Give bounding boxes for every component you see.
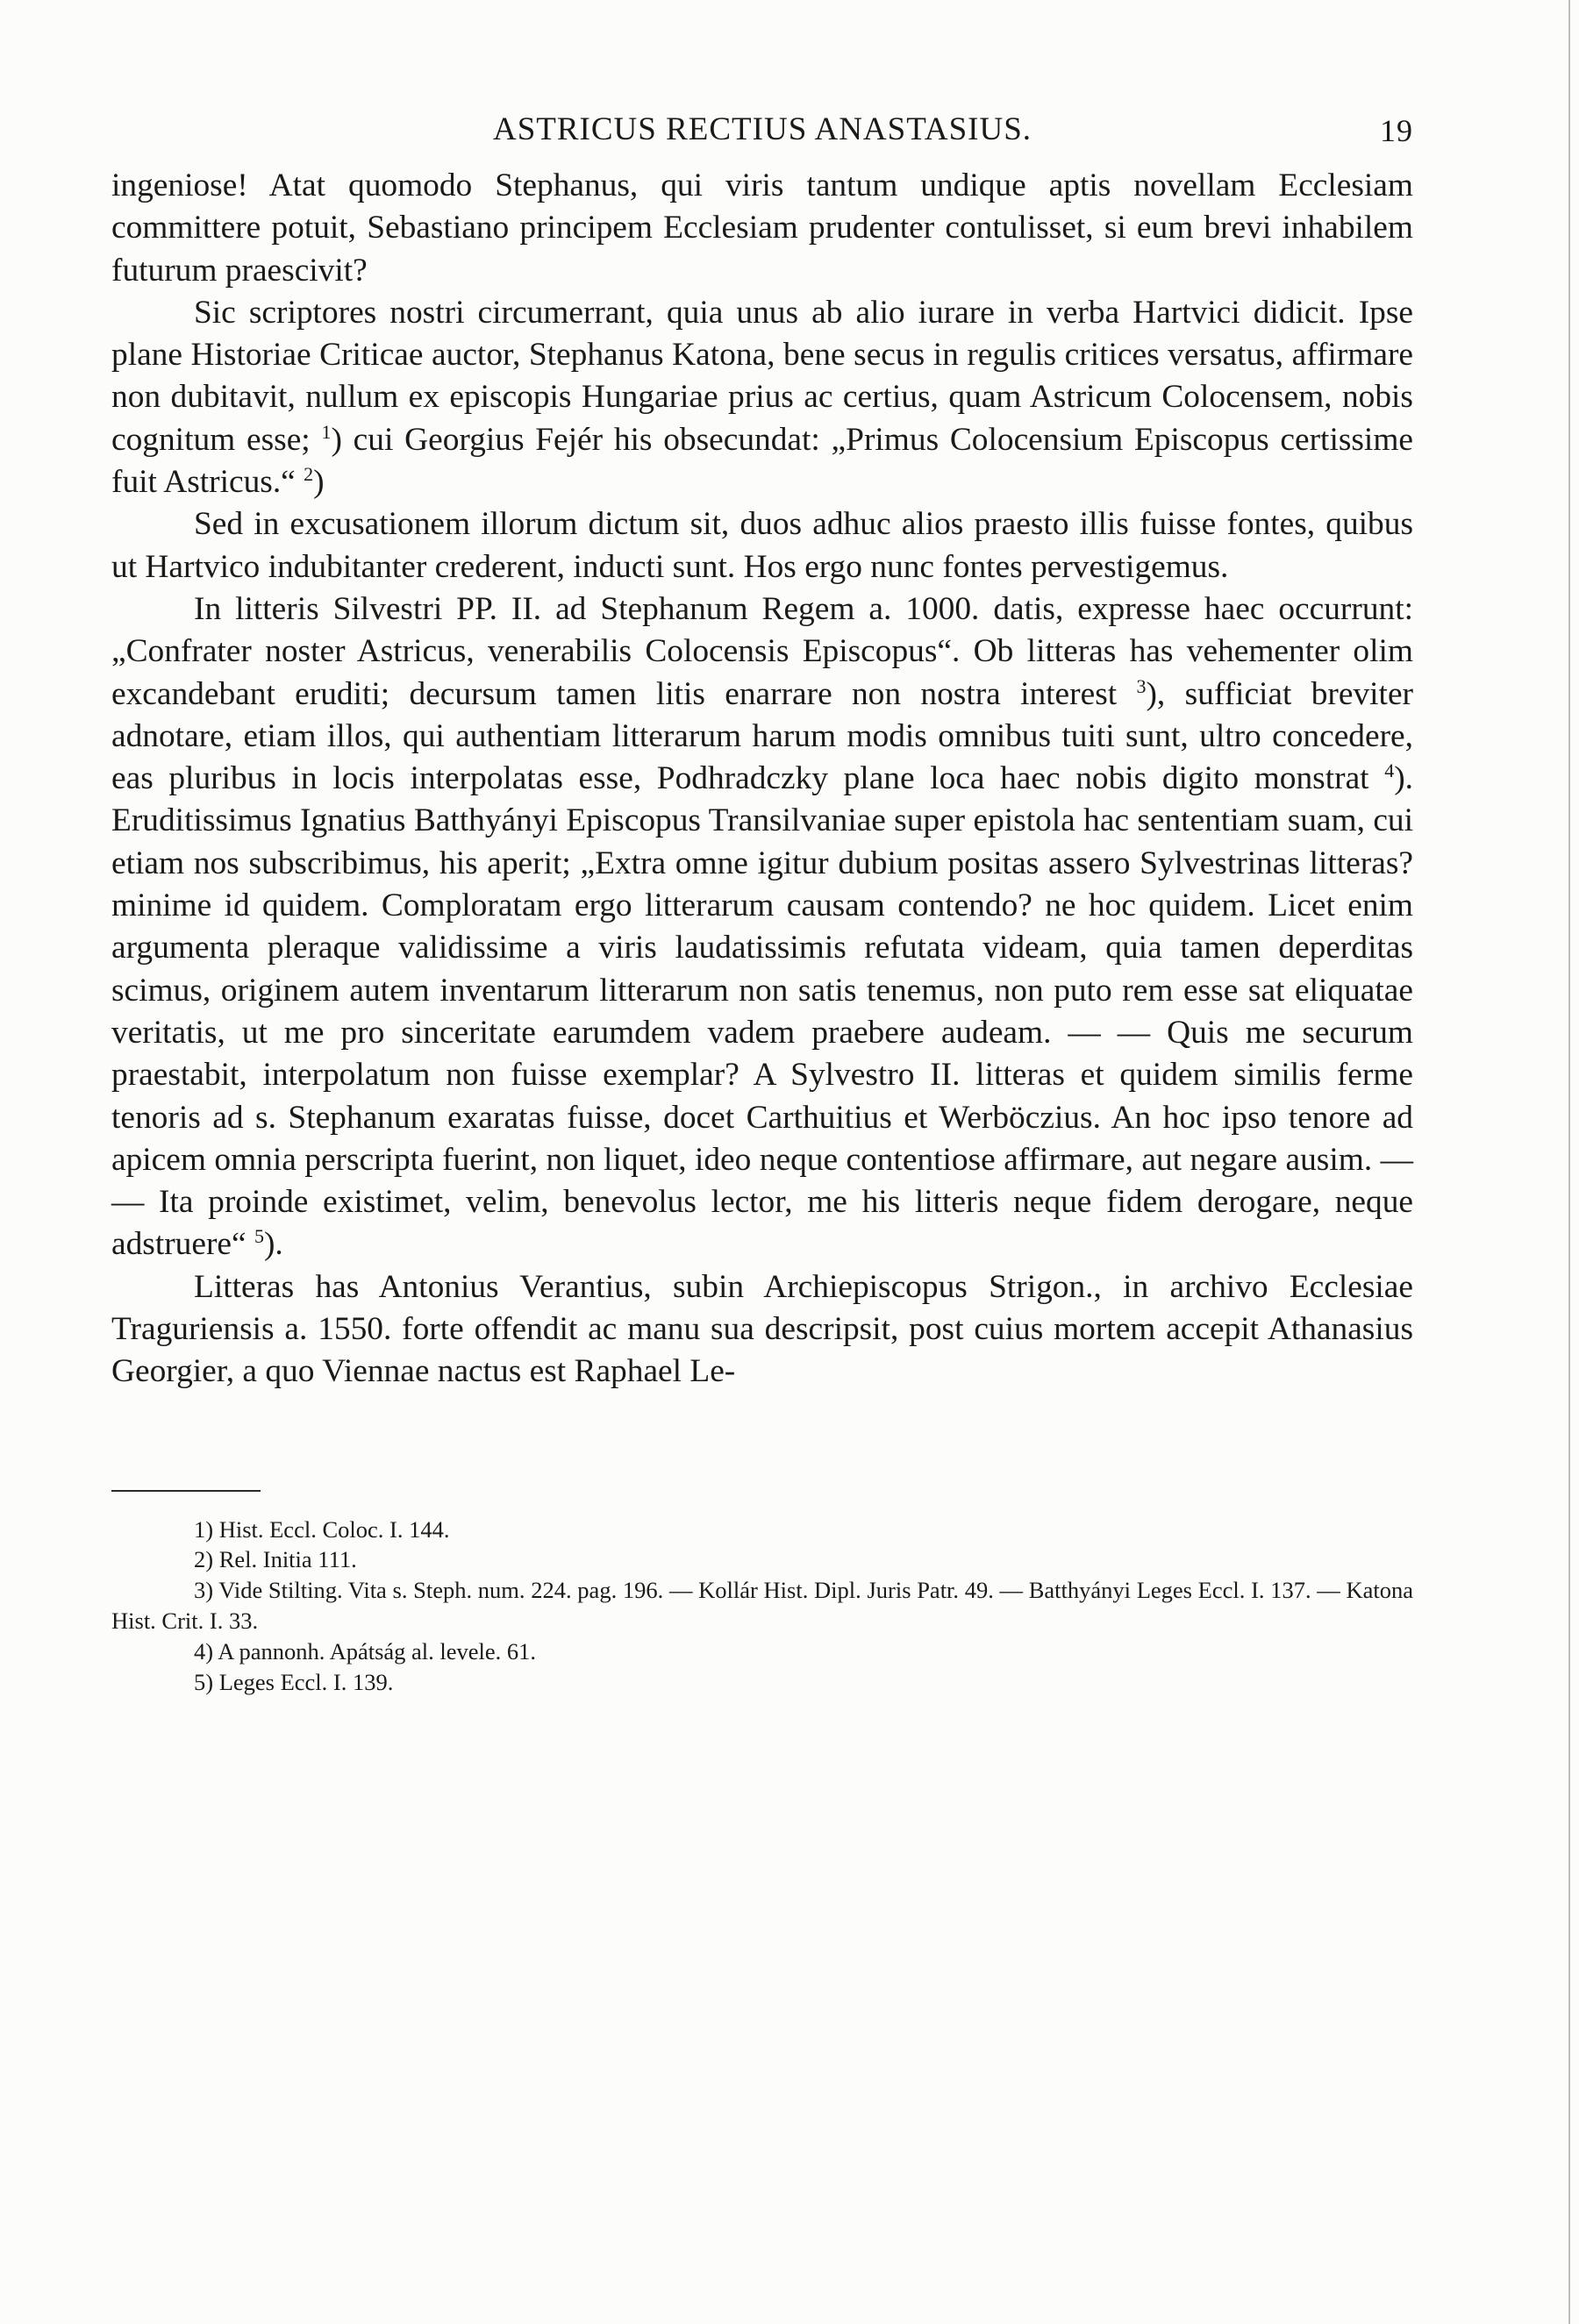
- paragraph-4: [111, 588, 1413, 1266]
- paragraph-2-text-b: ) cui Georgius Fejér his obsecundat: „Primus Colocensium Episcopus certissime fuit Astricus.“: [111, 421, 1413, 501]
- footnote-separator: [111, 1490, 261, 1492]
- footnote-3: 3) Vide Stilting. Vita s. Steph. num. 224. pag. 196. — Kollár Hist. Dipl. Juris Patr. 49. — Batthyányi Leges Eccl. I. 137. — Katona Hist. Crit. I. 33.: [111, 1577, 1413, 1634]
- paragraph-5: Litteras has Antonius Verantius, subin Archiepiscopus Strigon., in archivo Ecclesiae Traguriensis a. 1550. forte offendit ac manu sua descripsit, post cuius mortem accepit Athanasius Georgier, a quo Viennae nactus est Raphael Le-: [111, 1268, 1413, 1390]
- paragraph-4-text-b: ), sufficiat breviter adnotare, etiam illos, qui authentiam litterarum harum modis omnibus tuiti sunt, ultro concedere, eas pluribus in locis interpolatas esse, Podhradczky plane loca haec nobis digito monstrat: [111, 675, 1413, 797]
- paragraph-2-text-c: ): [313, 464, 325, 501]
- paragraph-3: Sed in excusationem illorum dictum sit, duos adhuc alios praesto illis fuisse fontes, quibus ut Hartvico indubitanter crederent, inducti sunt. Hos ergo nunc fontes pervestigemus.: [111, 506, 1413, 585]
- footnote-2: 2) Rel. Initia 111.: [194, 1546, 357, 1573]
- paragraph-4-text-a: In litteris Silvestri PP. II. ad Stephanum Regem a. 1000. datis, expresse haec occurrunt: „Confrater noster Astricus, venerabilis Colocensis Episcopus“. Ob litteras has vehementer olim excandebant eruditi; decursum tamen litis enarrare non nostra interest: [111, 590, 1413, 712]
- scan-edge-line: [1568, 0, 1570, 2324]
- running-title: ASTRICUS RECTIUS ANASTASIUS.: [492, 111, 1032, 147]
- paragraph-4-text-d: ).: [263, 1226, 283, 1263]
- footnote-ref-4: 4: [1384, 759, 1395, 782]
- footnotes: [111, 1515, 1413, 1698]
- footnote-4: 4) A pannonh. Apátság al. levele. 61.: [194, 1637, 537, 1665]
- paragraph-4-text-c: ). Eruditissimus Ignatius Batthyányi Episcopus Transilvaniae super epistola hac sententiam suam, cui etiam nos subscribimus, his aperit; „Extra omne igitur dubium positas assero Sylvestrinas litteras? minime id quidem. Comploratam ergo litterarum causam contendo? ne hoc quidem. Licet enim argumenta pleraque validissime a viris laudatissimis refutata videam, quia tamen deperditas scimus, originem autem inventarum litterarum non satis tenemus, non puto rem esse sat eliquatae veritatis, ut me pro sinceritate earumdem vadem praebere audeam. — — Quis me securum praestabit, interpolatum non fuisse exemplar? A Sylvestro II. litteras et quidem similis ferme tenoris ad s. Stephanum exaratas fuisse, docet Carthuitius et Werböczius. An hoc ipso tenore ad apicem omnia perscripta fuerint, non liquet, ideo neque contentiose affirmare, aut negare ausim. — — Ita proinde existimet, velim, benevolus lector, me his litteris neque fidem derogare, neque adstruere“: [111, 760, 1413, 1263]
- paragraph-1: ingeniose! Atat quomodo Stephanus, qui viris tantum undique aptis novellam Ecclesiam committere potuit, Sebastiano principem Ecclesiam prudenter contulisset, si eum brevi inhabilem futurum praescivit?: [111, 168, 1413, 289]
- footnote-ref-2: 2: [304, 463, 314, 486]
- footnote-ref-5: 5: [254, 1225, 264, 1248]
- paragraph-2: [111, 292, 1413, 503]
- main-text: [111, 165, 1413, 1394]
- book-page: [111, 103, 1413, 1697]
- footnote-5: 5) Leges Eccl. I. 139.: [194, 1668, 394, 1695]
- paragraph-2-text-a: Sic scriptores nostri circumerrant, quia unus ab alio iurare in verba Hartvici didicit. Ipse plane Historiae Criticae auctor, Stephanus Katona, bene secus in regulis critices versatus, affirmare non dubitavit, nullum ex episcopis Hungariae prius ac certius, quam Astricum Colocensem, nobis cognitum esse;: [111, 294, 1413, 458]
- footnote-ref-1: 1: [321, 420, 332, 443]
- page-number: 19: [1380, 113, 1413, 148]
- page-header: [111, 103, 1413, 156]
- footnote-ref-3: 3: [1136, 674, 1147, 697]
- footnote-1: 1) Hist. Eccl. Coloc. I. 144.: [194, 1515, 450, 1543]
